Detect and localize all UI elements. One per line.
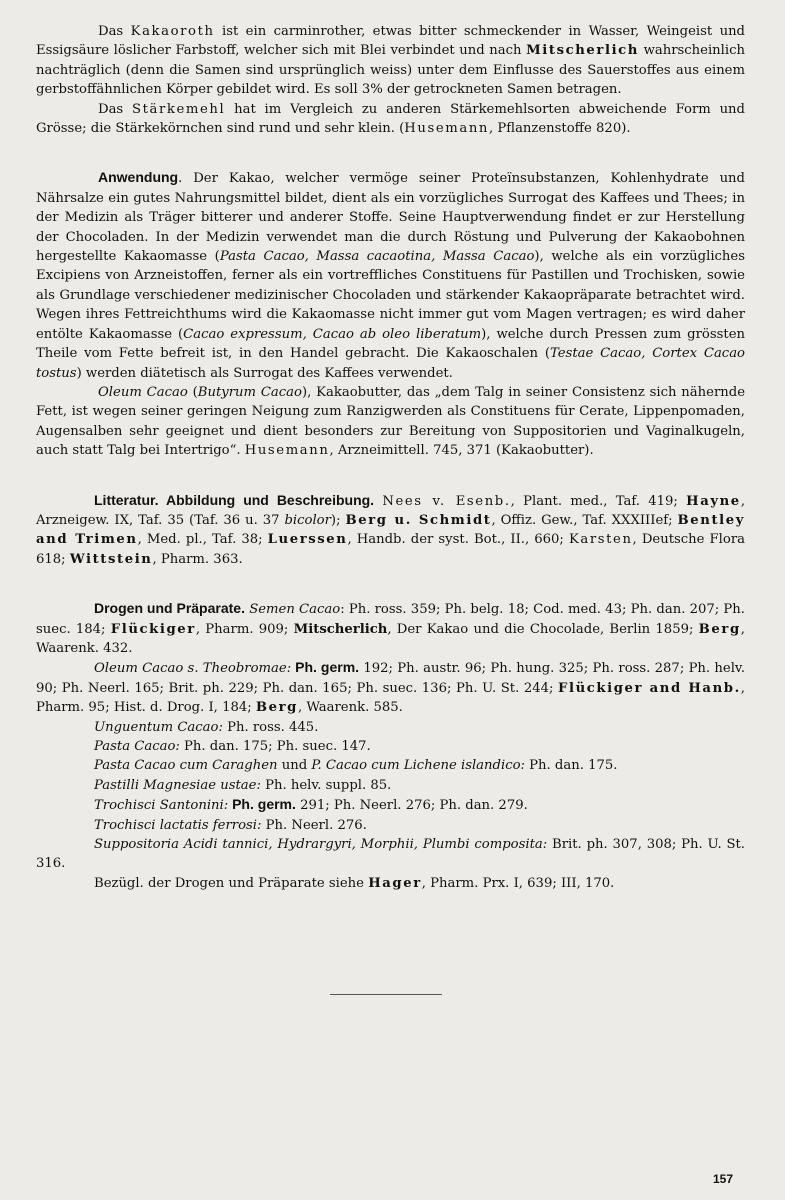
text-run: , Waarenk. 432. <box>36 621 745 656</box>
text-run: , Arzneimittell. 745, 371 (Kakaobutter). <box>329 443 594 459</box>
section-divider <box>330 994 442 995</box>
author-mitscherlich: Mitscherlich <box>526 43 639 59</box>
text-run: ist ein carminrother, etwas bitter schmeckender in Wasser, Weingeist und Essigsäure löslicher Farbstoff, welcher sich mit Blei verbindet und nach <box>36 24 745 59</box>
latin-term: Pasta Cacao, Massa cacaotina, Massa Cacao <box>219 249 535 265</box>
latin-term: Cacao expressum, Cacao ab oleo liberatum <box>183 326 482 342</box>
text-run: , Pharm. 363. <box>152 551 243 567</box>
text-run: , Med. pl., Taf. 38; <box>137 532 268 548</box>
entry-pasta-cacao-caraghen <box>36 756 745 775</box>
text-run: , Waarenk. 585. <box>297 700 403 716</box>
text-run: ), welche als ein vorzügliches Excipiens von Arzneistoffen, ferner als ein vortreffliches Constituens für Pastillen und Trochisken, sowie als Grundlage verschiedener medizinischer Chocoladen und stärkender Kakaopräparate betrachtet wird. Wegen ihres Fettreichthums wird die Kakaomasse nicht immer gut vom Magen vertragen; es wird daher entölte Kakaomasse ( <box>36 249 745 342</box>
entry-trochisci-santonini <box>36 795 745 815</box>
text-run: Ph. dan. 175; Ph. suec. 147. <box>179 739 371 754</box>
text-run: , Plant. med., Taf. 419; <box>510 493 687 509</box>
entry-unguentum-cacao <box>36 718 745 737</box>
author-name: Berg u. Schmidt <box>345 512 492 528</box>
latin-term: Pasta Cacao: <box>94 739 180 754</box>
ph-germ-label: Ph. germ. <box>228 796 296 813</box>
entry-suppositoria <box>36 835 745 874</box>
text-run: ( <box>187 384 198 400</box>
section-heading-drogen: Drogen und Präparate. <box>94 600 245 617</box>
author-name: Bentley and Trimen <box>36 512 746 548</box>
text-run: Brit. ph. 307, 308; Ph. U. St. 316. <box>36 837 745 872</box>
text-run: hat im Vergleich zu anderen Stärkemehlsorten abweichende Form und Grösse; die Stärkekörnchen sind rund und sehr klein. ( <box>36 101 745 137</box>
paragraph-drogen-semen <box>36 599 745 658</box>
text-run: Das <box>98 24 131 39</box>
text-run: , Pharm. 909; <box>195 621 294 637</box>
text-run: , Pharm. Prx. I, 639; III, 170. <box>421 875 615 891</box>
author-name: Mitscherlich <box>293 621 388 637</box>
author-name: Karsten <box>568 532 633 548</box>
term-staerkemehl: Stärkemehl <box>132 101 226 117</box>
author-name: Nees v. Esenb. <box>382 493 511 509</box>
text-run: , Pharm. 95; Hist. d. Drog. I, 184; <box>36 680 745 716</box>
page-number: 157 <box>712 1172 733 1186</box>
text-run: 291; Ph. Neerl. 276; Ph. dan. 279. <box>295 798 528 814</box>
latin-term: Oleum Cacao s. Theobromae: <box>94 661 292 677</box>
ph-germ-label: Ph. germ. <box>291 659 360 676</box>
text-run: : Ph. ross. 359; Ph. belg. 18; Cod. med. 43; Ph. dan. 207; Ph. suec. 184; <box>36 602 745 637</box>
entry-pastilli-magnesiae <box>36 776 745 795</box>
latin-term: Semen Cacao <box>249 602 341 618</box>
paragraph-kakaoroth <box>36 22 745 100</box>
author-name: Luerssen <box>267 532 348 548</box>
latin-term: Testae Cacao, Cortex Cacao tostus <box>36 346 745 381</box>
latin-term: Oleum Cacao <box>98 384 188 400</box>
text-run: , Der Kakao und die Chocolade, Berlin 1859; <box>387 621 699 637</box>
section-heading-litteratur: Litteratur. Abbildung und Beschreibung. <box>94 491 375 508</box>
author-name: Berg <box>698 621 741 637</box>
text-run: und <box>277 758 312 774</box>
paragraph-staerkemehl <box>36 100 745 139</box>
text-run: , Handb. der syst. Bot., II., 660; <box>347 532 569 548</box>
author-name: Flückiger and Hanb. <box>558 680 741 696</box>
text-run: ), welche durch Pressen zum grössten Theile vom Fette befreit ist, in den Handel gebracht. Die Kakaoschalen ( <box>36 326 745 362</box>
text-run: wahrscheinlich nachträglich (denn die Samen sind ursprünglich weiss) unter dem Einflusse des Sauerstoffes aus einem gerbstoffähnlichen Körper gebildet wird. Es soll 3% der getrockneten Samen betragen. <box>36 43 745 98</box>
latin-term: P. Cacao cum Lichene islandico: <box>311 758 525 774</box>
text-run: Das <box>98 101 132 117</box>
term-kakaoroth: Kakaoroth <box>130 24 215 39</box>
paragraph-litteratur <box>36 491 745 570</box>
author-name: Hayne <box>686 493 741 509</box>
text-run: Bezügl. der Drogen und Präparate siehe <box>94 875 369 891</box>
latin-term: Trochisci lactatis ferrosi: <box>94 817 262 833</box>
text-run: . Der Kakao, welcher vermöge seiner Proteïnsubstanzen, Kohlenhydrate und Nährsalze ein gutes Nahrungsmittel bildet, dient als ein vorzügliches Surrogat des Kaffees und Thees; in der Medizin als Träger bitterer und anderer Stoffe. Seine Hauptverwendung findet er zur Herstellung der Chocoladen. In der Medizin verwendet man die durch Röstung und Pulverung der Kakaobohnen hergestellte Kakaomasse ( <box>36 171 745 265</box>
text-run: , Deutsche Flora 618; <box>36 532 746 567</box>
entry-trochisci-lactatis <box>36 816 745 835</box>
text-run: Ph. ross. 445. <box>222 719 319 735</box>
entry-hager-reference <box>36 874 745 893</box>
text-run: Ph. helv. suppl. 85. <box>260 777 392 793</box>
entry-pasta-cacao <box>36 737 745 756</box>
author-name: Berg <box>255 700 298 716</box>
latin-term: Unguentum Cacao: <box>94 719 223 735</box>
text-run: , Arzneigew. IX, Taf. 35 (Taf. 36 u. 37 <box>36 493 746 528</box>
text-run: Ph. Neerl. 276. <box>261 817 367 833</box>
latin-term: Suppositoria Acidi tannici, Hydrargyri, Morphii, Plumbi composita: <box>94 837 548 853</box>
text-run: , Pflanzenstoffe 820). <box>489 121 631 137</box>
text-run: ) werden diätetisch als Surrogat des Kaffees verwendet. <box>76 365 453 381</box>
author-name: Flückiger <box>110 621 196 637</box>
author-husemann: Husemann <box>244 443 330 459</box>
text-run: , Offiz. Gew., Taf. XXXIIIef; <box>491 512 678 528</box>
paragraph-oleum-cacao <box>36 383 745 461</box>
text-run: Ph. dan. 175. <box>524 758 618 774</box>
section-heading-anwendung: Anwendung <box>98 169 179 186</box>
entry-oleum-cacao <box>36 658 745 717</box>
latin-term: Pastilli Magnesiae ustae: <box>94 777 261 793</box>
author-husemann: Husemann <box>404 121 490 137</box>
text-run: 192; Ph. austr. 96; Ph. hung. 325; Ph. ross. 287; Ph. helv. 90; Ph. Neerl. 165; Brit. ph. 229; Ph. dan. 165; Ph. suec. 136; Ph. U. St. 244; <box>36 661 746 696</box>
paragraph-anwendung <box>36 168 745 382</box>
latin-term: Pasta Cacao cum Caraghen <box>94 758 278 774</box>
latin-term: Butyrum Cacao <box>197 384 302 400</box>
author-name: Hager <box>368 875 422 891</box>
latin-term: bicolor <box>284 512 331 528</box>
text-run: ); <box>330 512 346 528</box>
latin-term: Trochisci Santonini: <box>94 798 229 814</box>
text-run: ), Kakaobutter, das „dem Talg in seiner Consistenz sich nähernde Fett, ist wegen seiner geringen Neigung zum Ranzigwerden als Constituens für Cerate, Lippenpomaden, Augensalben sehr geeignet und dient besonders zur Bereitung von Suppositorien und Vaginalkugeln, auch statt Talg bei Intertrigo“. <box>36 384 745 459</box>
author-name: Wittstein <box>69 551 153 567</box>
